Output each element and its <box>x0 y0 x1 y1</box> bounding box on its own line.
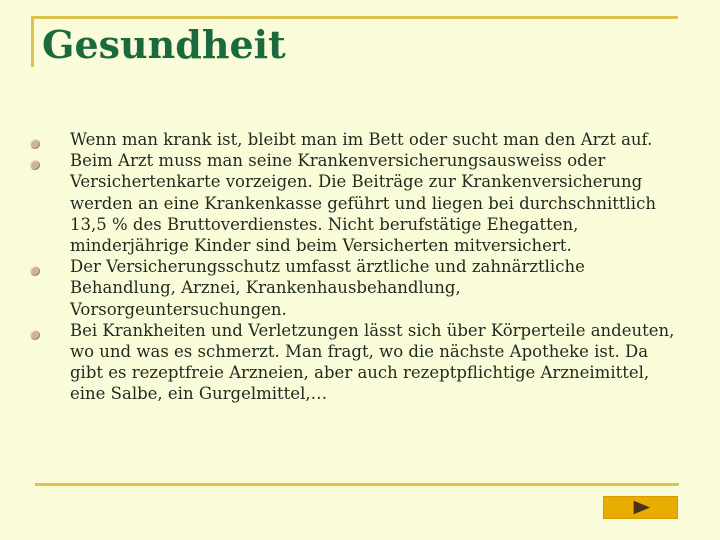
bullet-text: Beim Arzt muss man seine Krankenversicherungsausweiss oder Versichertenkarte vorzeigen. Die Beiträge zur Krankenversicherung werden an eine Krankenkasse geführt und liegen bei durchschnittlich 13,5 % des Bruttoverdienstes. Nicht berufstätige Ehegatten, minderjährige Kinder sind beim Versicherten mitversichert. <box>70 151 656 256</box>
bullet-item <box>30 150 680 256</box>
top-rule <box>31 16 678 19</box>
slide-title: Gesundheit <box>42 22 286 67</box>
bottom-rule <box>35 483 679 486</box>
bullet-icon <box>30 139 40 149</box>
bullet-item <box>30 256 680 320</box>
bullet-text: Bei Krankheiten und Verletzungen lässt sich über Körperteile andeuten, wo und was es schmerzt. Man fragt, wo die nächste Apotheke ist. Da gibt es rezeptfreie Arzneien, aber auch rezeptpflichtige Arzneimittel, eine Salbe, ein Gurgelmittel,… <box>70 320 675 404</box>
bullet-icon <box>30 266 40 276</box>
bullet-list <box>30 129 680 405</box>
bullet-item <box>30 320 680 405</box>
bullet-item <box>30 129 680 150</box>
play-right-icon <box>604 497 677 518</box>
bullet-icon <box>30 160 40 170</box>
bullet-text: Der Versicherungsschutz umfasst ärztliche und zahnärztliche Behandlung, Arznei, Krankenhausbehandlung, Vorsorgeuntersuchungen. <box>70 257 585 319</box>
left-rule <box>31 16 34 67</box>
bullet-icon <box>30 330 40 340</box>
next-slide-button[interactable] <box>603 496 678 519</box>
bullet-text: Wenn man krank ist, bleibt man im Bett oder sucht man den Arzt auf. <box>70 130 653 149</box>
